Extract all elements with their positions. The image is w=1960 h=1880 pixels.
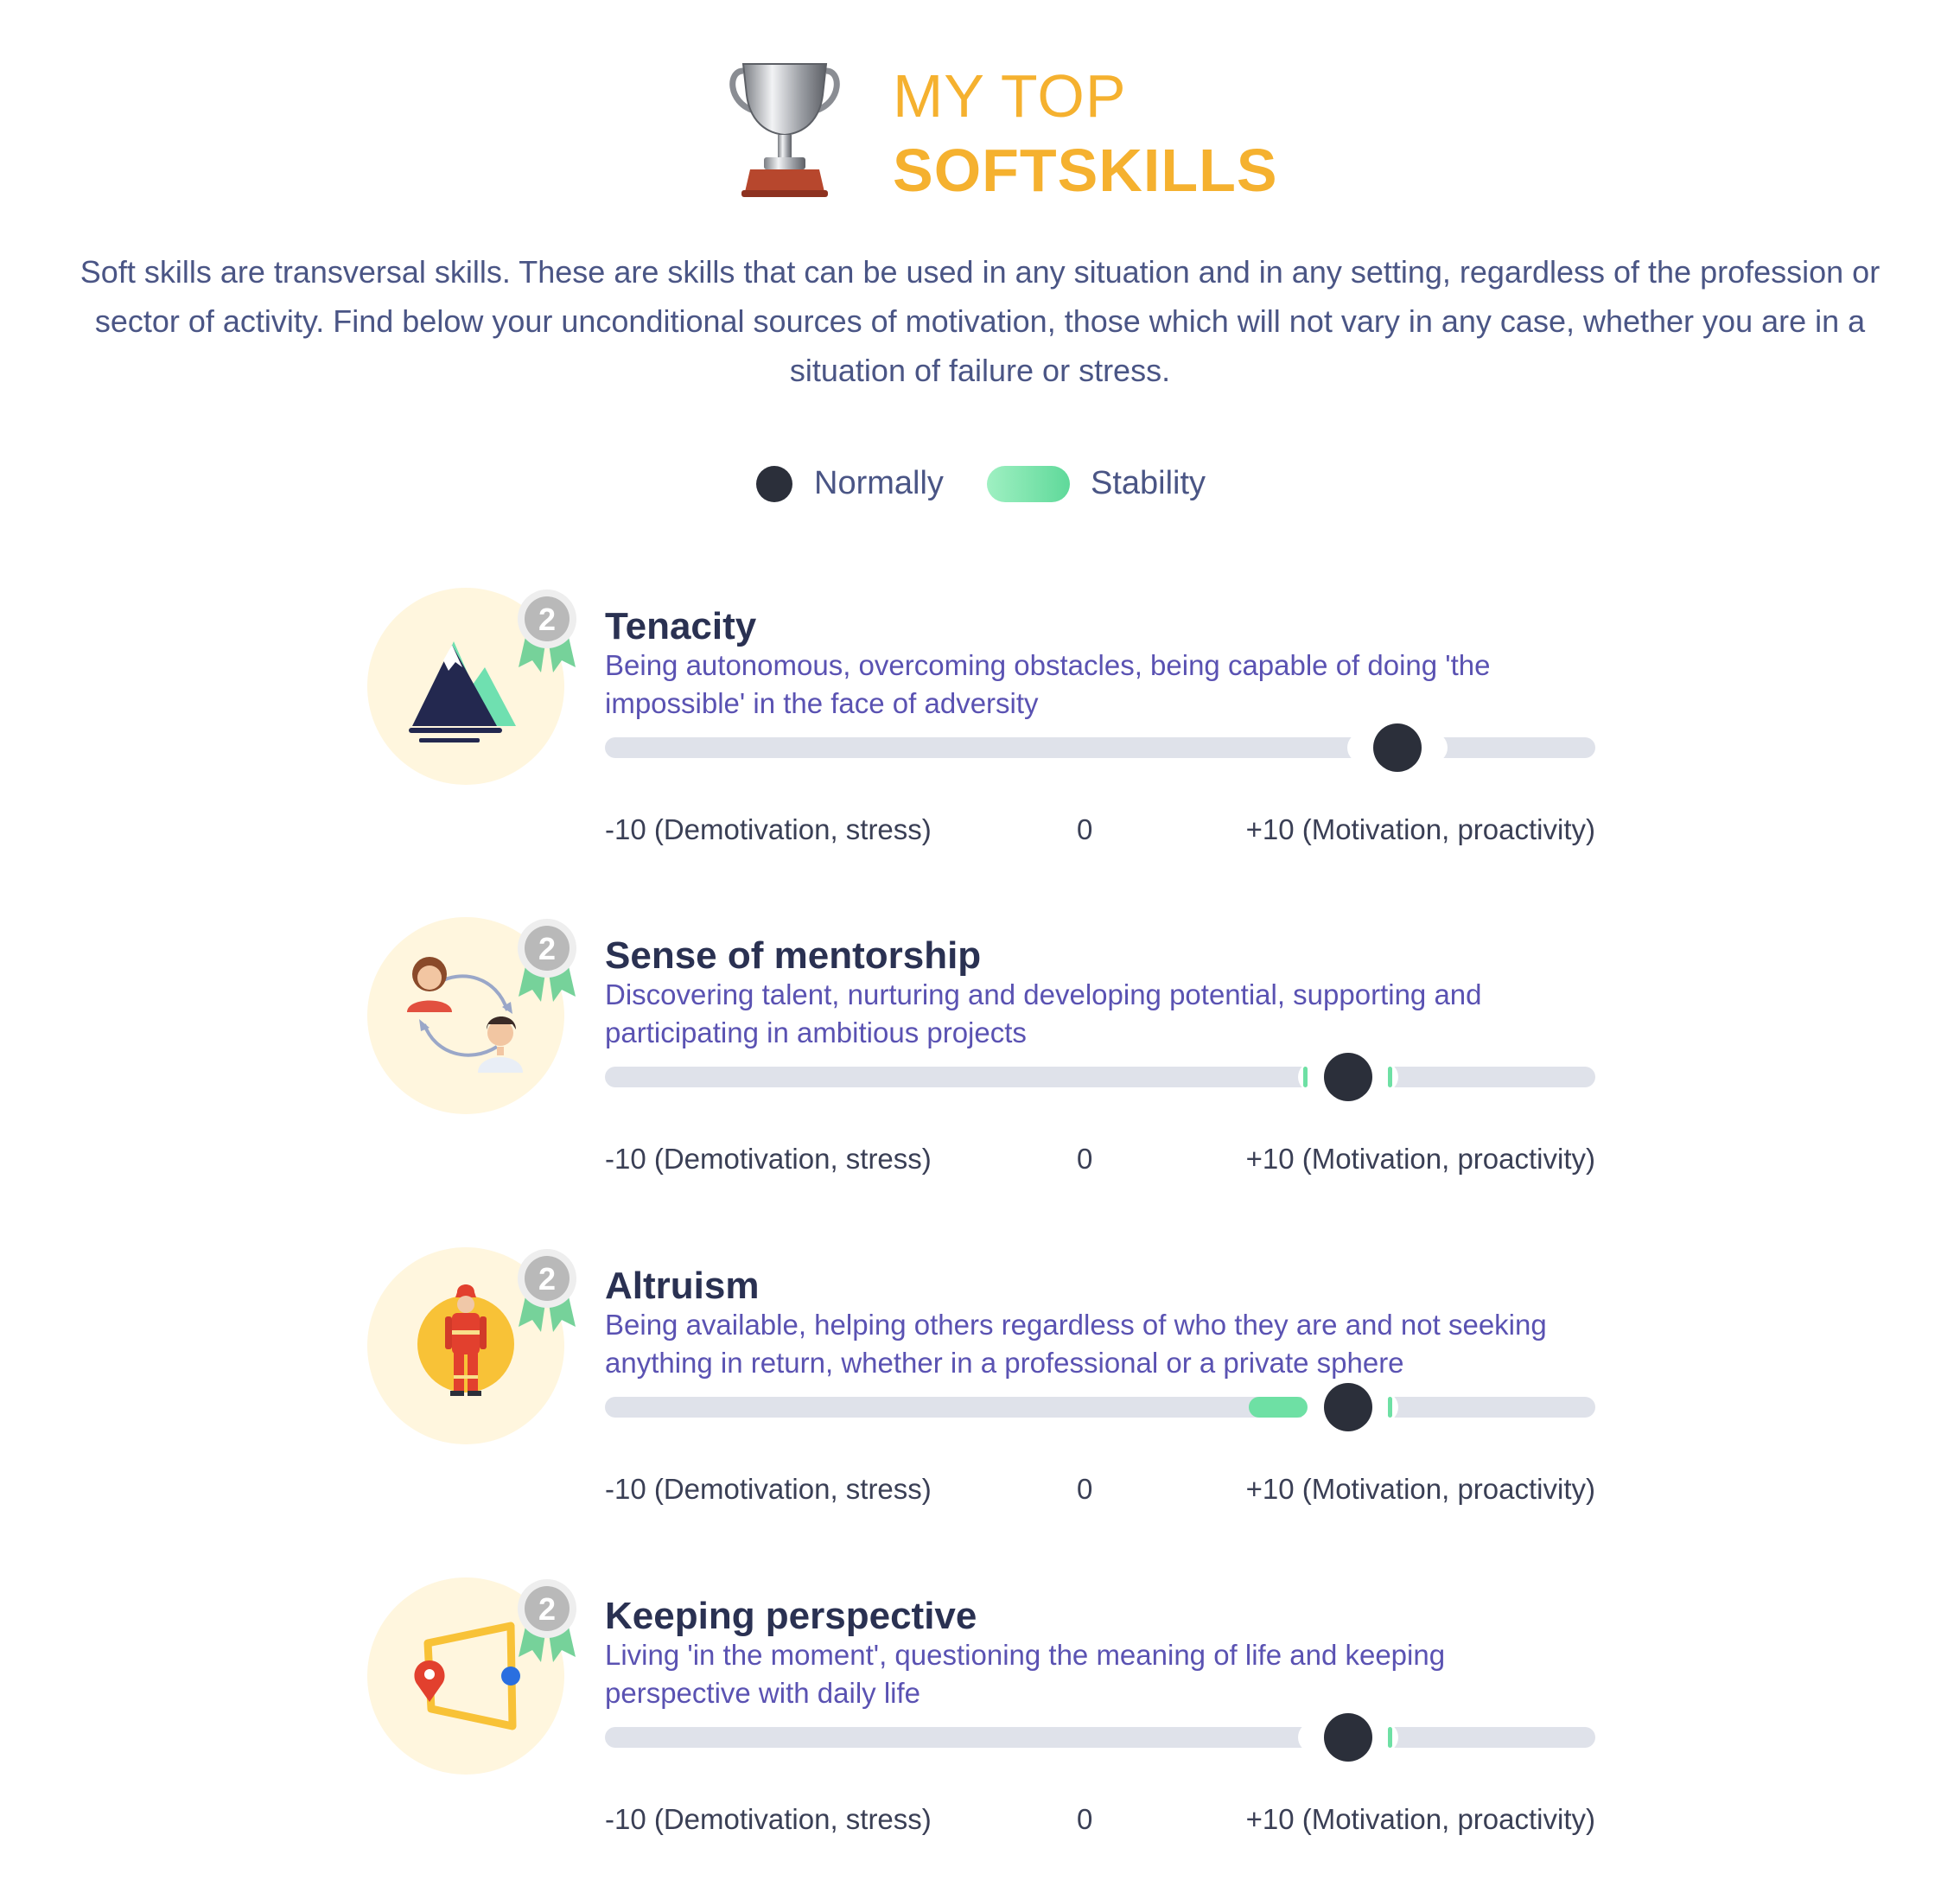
scale-mid-label: 0	[1077, 1473, 1093, 1505]
scale-max-label: +10 (Motivation, proactivity)	[1245, 1803, 1595, 1835]
stability-legend-label: Stability	[1091, 465, 1206, 501]
rank-badge-number: 2	[538, 931, 557, 966]
title-line-1: MY TOP	[893, 62, 1127, 130]
page-header	[0, 0, 1960, 388]
rank-badge-number: 2	[538, 602, 557, 637]
scale-max-label: +10 (Motivation, proactivity)	[1245, 1143, 1595, 1175]
normally-marker	[1324, 1383, 1372, 1431]
stability-range-right	[1388, 1397, 1393, 1418]
skill-name: Tenacity	[605, 605, 757, 647]
scale-min-label: -10 (Demotivation, stress)	[605, 813, 932, 845]
scale-min-label: -10 (Demotivation, stress)	[605, 1143, 932, 1175]
scale-mid-label: 0	[1077, 1803, 1093, 1835]
skill-name: Altruism	[605, 1265, 760, 1307]
scale-min-label: -10 (Demotivation, stress)	[605, 1803, 932, 1835]
normally-marker	[1324, 1713, 1372, 1762]
rank-badge-number: 2	[538, 1261, 557, 1297]
skill-description: Being autonomous, overcoming obstacles, being capable of doing 'the impossible' in the face of adversity	[605, 649, 1491, 719]
skill-card-sense-of-mentorship	[0, 917, 1960, 1194]
normally-marker	[1373, 723, 1422, 772]
rank-badge-icon	[515, 1577, 579, 1664]
skill-description: Being available, helping others regardless of who they are and not seeking anything in return, whether in a professional or a private sphere	[605, 1309, 1547, 1379]
skill-description: Living 'in the moment', questioning the meaning of life and keeping perspective with daily life	[605, 1639, 1446, 1709]
rank-badge-icon	[515, 1247, 579, 1334]
rank-badge-icon	[515, 588, 579, 674]
motivation-slider-track	[605, 1397, 1595, 1418]
legend	[0, 458, 1960, 510]
scale-mid-label: 0	[1077, 1143, 1093, 1175]
motivation-slider-track	[605, 1727, 1595, 1748]
stability-range-right	[1388, 1727, 1393, 1748]
normally-marker	[1324, 1053, 1372, 1101]
stability-range-right	[1388, 1067, 1393, 1087]
rank-badge-icon	[515, 917, 579, 1004]
motivation-slider-track	[605, 1067, 1595, 1087]
stability-range-left	[1249, 1397, 1308, 1418]
normally-legend-dot	[756, 466, 792, 502]
stability-range-left	[1303, 1067, 1308, 1087]
skill-card-tenacity	[0, 588, 1960, 864]
skill-name: Keeping perspective	[605, 1595, 977, 1637]
scale-mid-label: 0	[1077, 813, 1093, 845]
rank-badge-number: 2	[538, 1591, 557, 1627]
scale-max-label: +10 (Motivation, proactivity)	[1245, 813, 1595, 845]
skill-description: Discovering talent, nurturing and developing potential, supporting and participating in ambitious projects	[605, 978, 1482, 1048]
trophy-icon	[724, 61, 845, 199]
stability-legend-pill	[987, 466, 1070, 502]
title-line-2: SOFTSKILLS	[893, 137, 1278, 204]
skill-card-keeping-perspective	[0, 1577, 1960, 1854]
intro-paragraph: Soft skills are transversal skills. These are skills that can be used in any situation and in any setting, regardless of the profession or sector of activity. Find below your unconditional sources of motivation, those which will not vary in any case, whether you are in a situation of failure or stress.	[80, 254, 1880, 388]
normally-legend-label: Normally	[814, 465, 944, 501]
skill-card-altruism	[0, 1247, 1960, 1524]
skill-name: Sense of mentorship	[605, 934, 982, 977]
page-title	[893, 59, 1278, 207]
scale-max-label: +10 (Motivation, proactivity)	[1245, 1473, 1595, 1505]
scale-min-label: -10 (Demotivation, stress)	[605, 1473, 932, 1505]
